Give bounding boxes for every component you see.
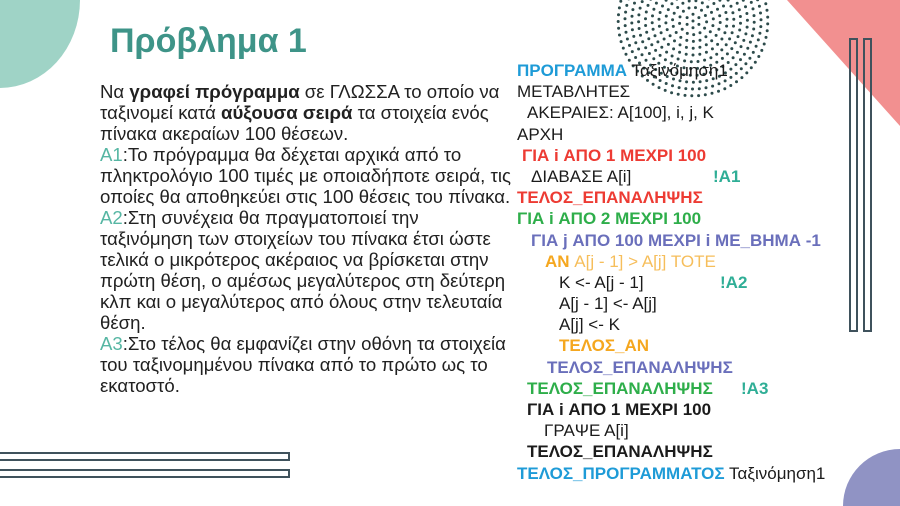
code-line [517, 251, 900, 272]
text-run: Α2 [100, 207, 123, 228]
code-line [517, 124, 900, 145]
text-run: :Το πρόγραμμα θα δέχεται αρχικά από το πληκτρολόγιο 100 τιμές με οποιαδήποτε σειρά, τις οποίες θα αποθηκεύει στις 100 θέσεις του πίνακα. [100, 144, 511, 207]
code-segment: ΓΙΑ i ΑΠΟ 1 ΜΕΧΡΙ 100 [527, 400, 712, 419]
code-line [517, 60, 900, 81]
code-segment: ΑΝ [545, 251, 575, 271]
vertical-bar-shape [849, 38, 858, 332]
code-line [517, 208, 900, 229]
paragraph [100, 207, 515, 333]
text-run: Να [100, 81, 130, 102]
code-segment: ΤΕΛΟΣ_ΕΠΑΝΑΛΗΨΗΣ [547, 357, 733, 377]
code-segment: ΤΕΛΟΣ_ΑΝ [559, 336, 650, 356]
code-segment: Ταξινόμηση1 [627, 61, 728, 80]
code-segment: Α[j] <- Κ [559, 315, 620, 335]
code-line [517, 378, 900, 399]
text-run: τα στοιχεία ενός πίνακα ακεραίων 100 θέσεων. [100, 102, 489, 144]
code-line [517, 441, 900, 462]
code-segment: ΤΕΛΟΣ_ΕΠΑΝΑΛΗΨΗΣ [527, 378, 713, 398]
code-segment: Α[j - 1] <- Α[j] [559, 294, 657, 314]
code-comment: !Α3 [741, 378, 769, 398]
code-segment: ΜΕΤΑΒΛΗΤΕΣ [517, 82, 631, 102]
code-line [517, 230, 900, 251]
code-line [517, 314, 900, 335]
code-line [517, 145, 900, 166]
code-segment: Κ <- Α[j - 1] [559, 272, 644, 292]
code-segment: ΓΙΑ j ΑΠΟ 100 ΜΕΧΡΙ i ΜΕ_ΒΗΜΑ -1 [531, 230, 821, 250]
problem-text [100, 81, 515, 396]
code-line [517, 187, 900, 208]
code-segment: ΓΡΑΨΕ Α[i] [544, 421, 629, 441]
page-title: Πρόβλημα 1 [110, 22, 307, 60]
code-segment: ΓΙΑ i ΑΠΟ 2 ΜΕΧΡΙ 100 [517, 209, 702, 229]
teal-corner-shape [0, 0, 80, 88]
code-line [517, 463, 900, 484]
code-segment: ΓΙΑ i ΑΠΟ 1 ΜΕΧΡΙ 100 [522, 145, 707, 165]
code-line [517, 357, 900, 378]
code-line [517, 272, 900, 293]
paragraph [100, 81, 515, 144]
paragraph [100, 333, 515, 396]
code-segment: Ταξινόμηση1 [724, 463, 826, 483]
code-line [517, 420, 900, 441]
code-line [517, 81, 900, 102]
text-run: :Στο τέλος θα εμφανίζει στην οθόνη τα στοιχεία του ταξινομημένου πίνακα από το πρώτο ως το εκατοστό. [100, 333, 506, 396]
code-line [517, 399, 900, 420]
code-block [517, 60, 900, 484]
paragraph [100, 144, 515, 207]
text-run: Α3 [100, 333, 123, 354]
text-run: :Στη συνέχεια θα πραγματοποιεί την ταξινόμηση των στοιχείων του πίνακα έτσι ώστε τελικά ο μικρότερος ακέραιος να βρίσκεται στην πρώτη θέση, ο αμέσως μεγαλύτερος στη δεύτερη κλπ και ο μεγαλύτερος από όλους στην τελευταία θέση. [100, 207, 506, 333]
code-segment: ΤΕΛΟΣ_ΕΠΑΝΑΛΗΨΗΣ [527, 442, 713, 462]
code-segment: Α[j - 1] > Α[j] ΤΟΤΕ [574, 251, 716, 271]
text-run: Α1 [100, 144, 123, 165]
code-line [517, 102, 900, 123]
text-run: αύξουσα σειρά [221, 102, 353, 123]
code-comment: !Α1 [713, 166, 741, 186]
horizontal-bar-shape [0, 469, 290, 478]
code-segment: ΔΙΑΒΑΣΕ Α[i] [531, 166, 632, 186]
text-run: γραφεί πρόγραμμα [129, 81, 300, 102]
text-run: σε ΓΛΩΣΣΑ το οποίο να ταξινομεί κατά [100, 81, 500, 123]
vertical-bar-shape [863, 38, 872, 332]
code-segment: ΤΕΛΟΣ_ΕΠΑΝΑΛΗΨΗΣ [517, 188, 703, 208]
code-line [517, 293, 900, 314]
horizontal-bar-shape [0, 452, 290, 461]
code-segment: ΑΡΧΗ [517, 124, 564, 144]
code-segment: ΤΕΛΟΣ_ΠΡΟΓΡΑΜΜΑΤΟΣ [517, 463, 725, 483]
code-segment: ΑΚΕΡΑΙΕΣ: Α[100], i, j, Κ [527, 103, 714, 123]
code-comment: !Α2 [720, 272, 748, 292]
code-line [517, 166, 900, 187]
code-line [517, 335, 900, 356]
code-segment: ΠΡΟΓΡΑΜΜΑ [517, 61, 628, 80]
